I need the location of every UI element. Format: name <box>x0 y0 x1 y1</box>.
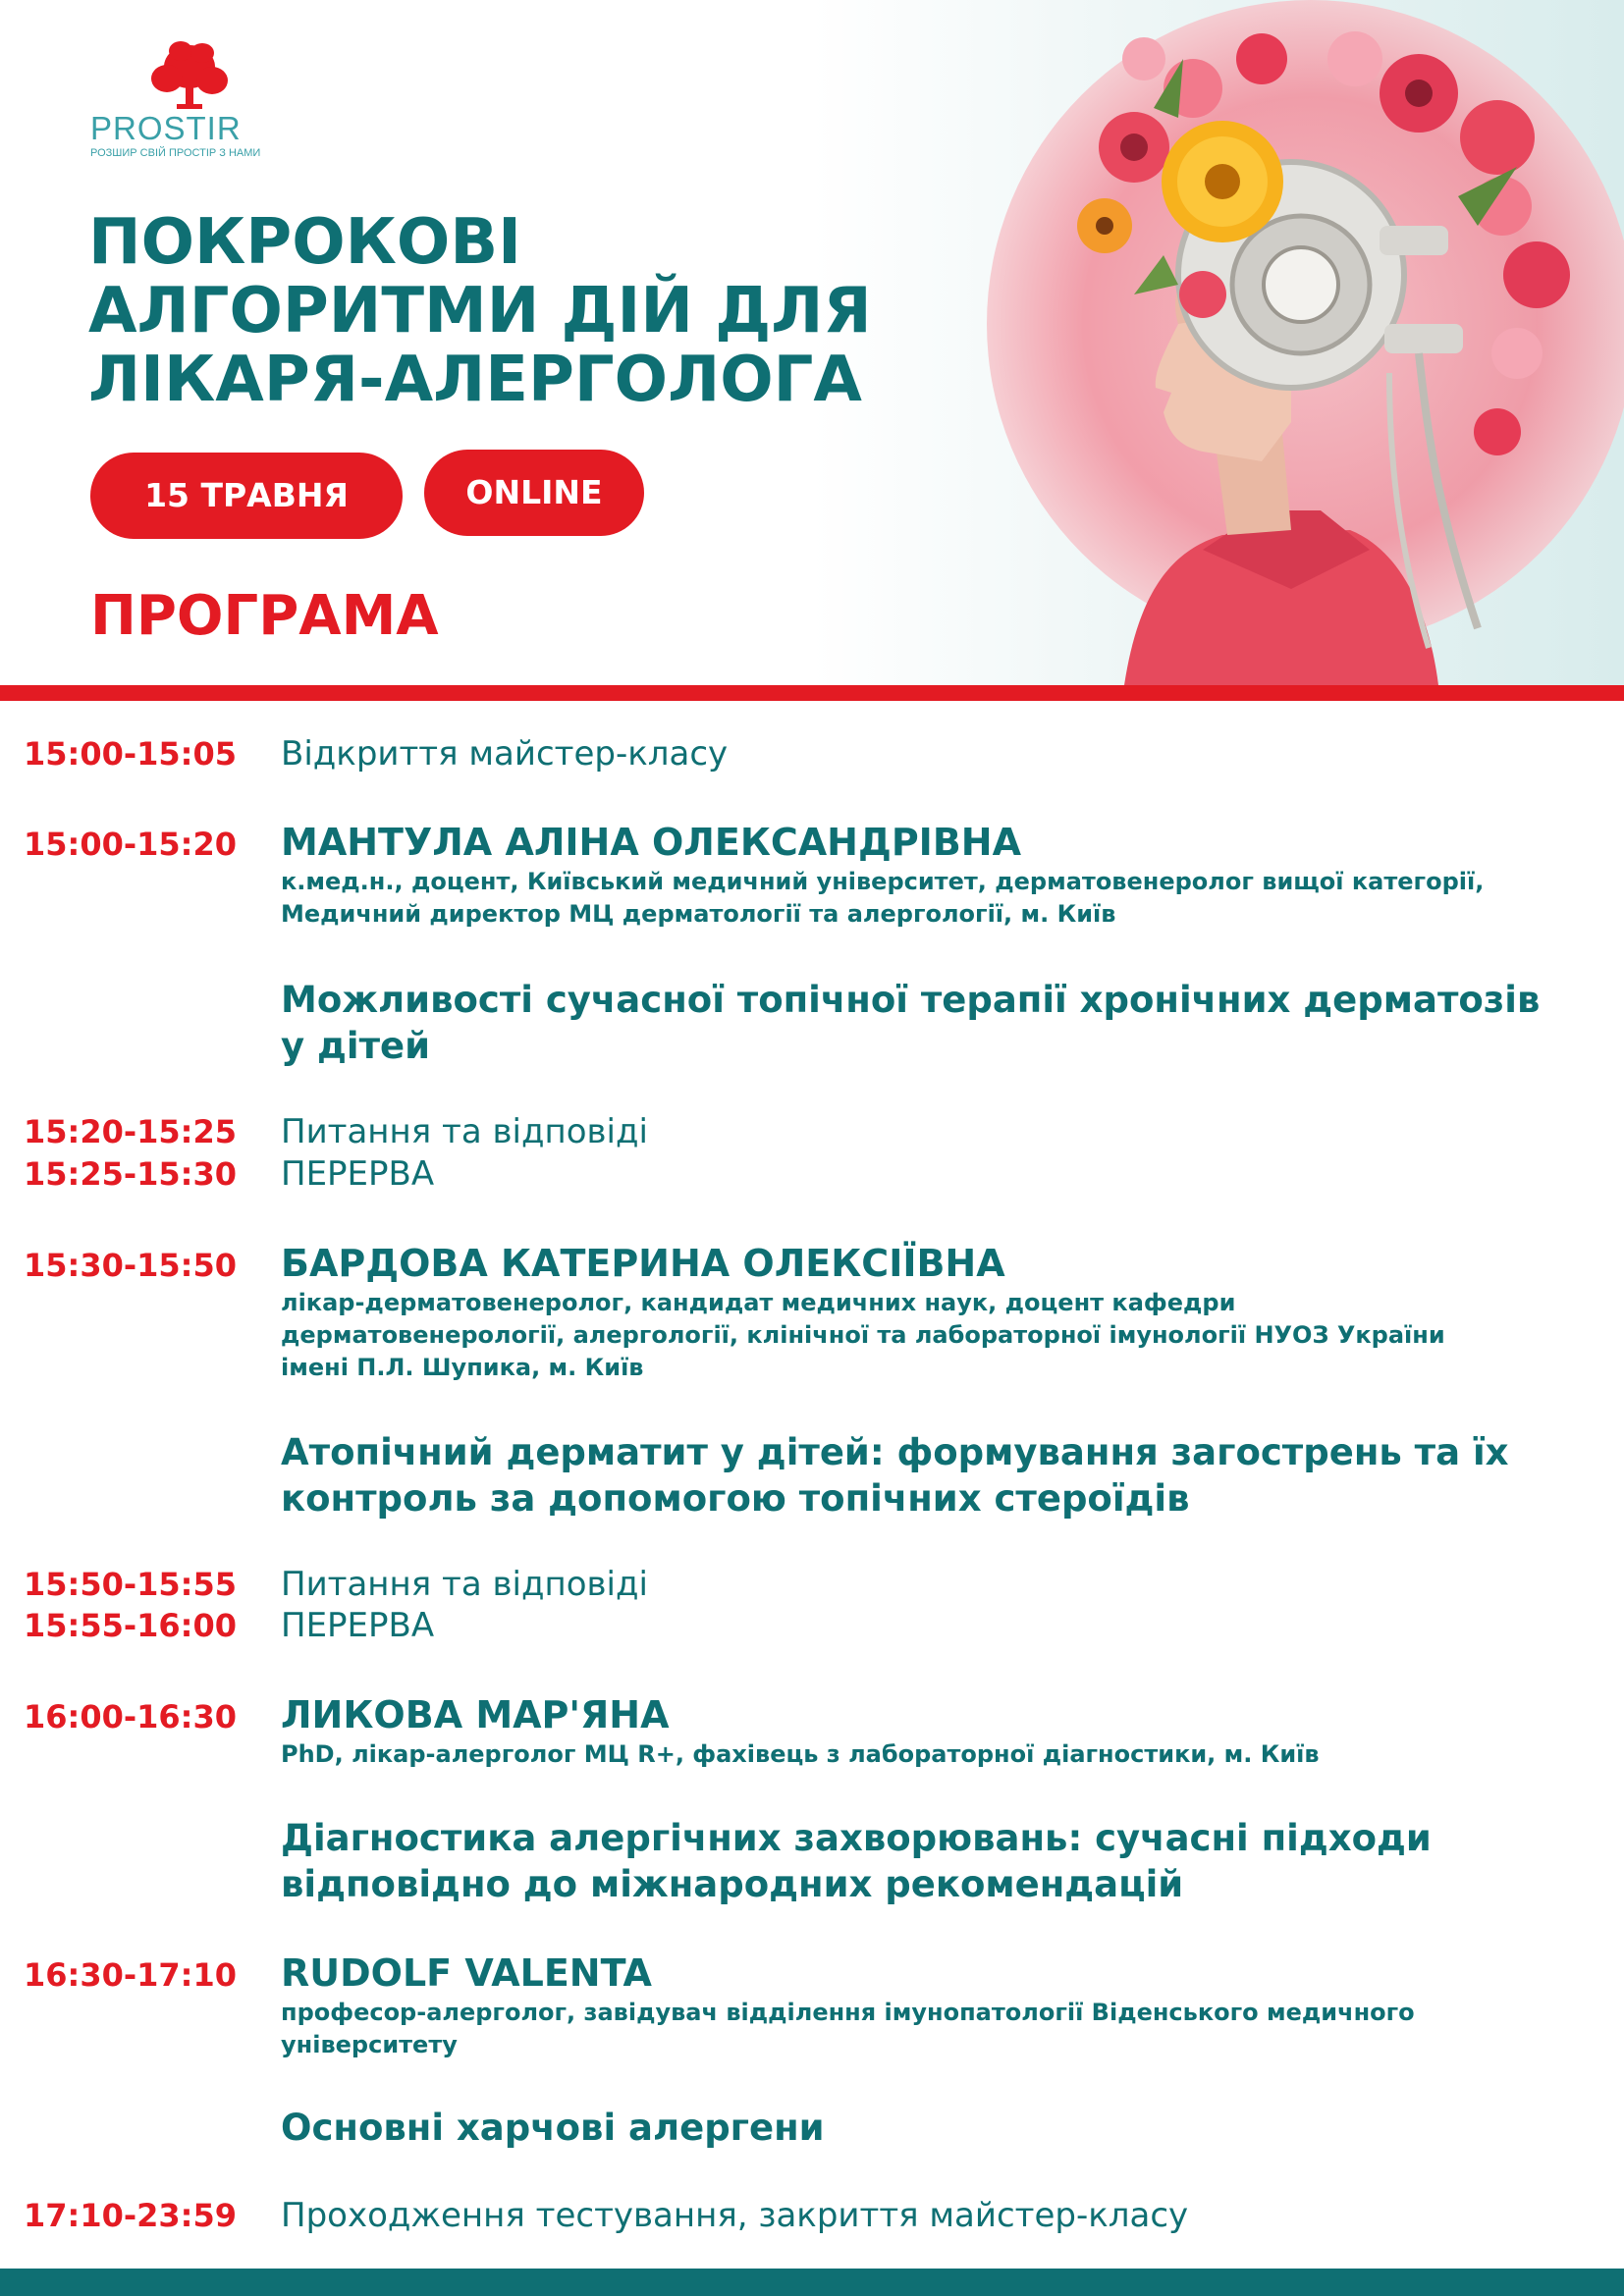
time-slot: 16:00-16:30 <box>24 1698 237 1735</box>
date-badge: 15 ТРАВНЯ <box>90 453 403 539</box>
time-slot: 15:00-15:05 <box>24 735 237 773</box>
session-title: Питання та відповіді <box>281 1565 648 1604</box>
session-title: ПЕРЕРВА <box>281 1154 435 1194</box>
credentials-line: імені П.Л. Шупика, м. Київ <box>281 1354 644 1381</box>
speaker-block <box>281 821 1606 931</box>
header-divider <box>0 685 1624 701</box>
speaker-credentials <box>281 1287 1606 1384</box>
talk-title <box>281 2105 1606 2151</box>
speaker-name: МАНТУЛА АЛІНА ОЛЕКСАНДРІВНА <box>281 821 1021 864</box>
credentials-line: університету <box>281 2031 458 2058</box>
talk-title-line: Атопічний дерматит у дітей: формування загострень та їх <box>281 1431 1509 1473</box>
speaker-name: БАРДОВА КАТЕРИНА ОЛЕКСІЇВНА <box>281 1242 1005 1285</box>
credentials-line: к.мед.н., доцент, Київський медичний університет, дерматовенеролог вищої категорії, <box>281 868 1485 895</box>
logo-tagline: РОЗШИР СВІЙ ПРОСТІР З НАМИ <box>90 147 261 159</box>
time-slot: 17:10-23:59 <box>24 2197 237 2234</box>
time-slot: 15:55-16:00 <box>24 1607 237 1644</box>
session-title: Відкриття майстер-класу <box>281 734 729 774</box>
title-line: ПОКРОКОВІ <box>88 206 521 279</box>
time-slot: 15:00-15:20 <box>24 826 237 863</box>
talk-title-line: Можливості сучасної топічної терапії хронічних дерматозів <box>281 979 1541 1021</box>
credentials-line: PhD, лікар-алерголог МЦ R+, фахівець з лабораторної діагностики, м. Київ <box>281 1740 1320 1768</box>
talk-title-line: Основні харчові алергени <box>281 2107 825 2149</box>
logo-wordmark: PROSTIR <box>90 110 242 146</box>
talk-title-line: контроль за допомогою топічних стероїдів <box>281 1477 1190 1520</box>
event-title <box>88 208 972 414</box>
title-line: ЛІКАРЯ-АЛЕРГОЛОГА <box>88 344 862 416</box>
credentials-line: професор-алерголог, завідувач відділення імунопатології Віденського медичного <box>281 1999 1415 2026</box>
title-line: АЛГОРИТМИ ДІЙ ДЛЯ <box>88 275 872 347</box>
time-slot: 15:20-15:25 <box>24 1113 237 1150</box>
session-title: ПЕРЕРВА <box>281 1606 435 1645</box>
talk-title-line: у дітей <box>281 1025 431 1067</box>
talk-title <box>281 1429 1606 1522</box>
format-badge: ONLINE <box>424 450 644 536</box>
time-slot: 15:30-15:50 <box>24 1247 237 1284</box>
speaker-credentials <box>281 866 1606 931</box>
speaker-name: ЛИКОВА МАР'ЯНА <box>281 1693 670 1736</box>
program-heading: ПРОГРАМА <box>90 584 439 648</box>
time-slot: 16:30-17:10 <box>24 1956 237 1994</box>
session-title: Питання та відповіді <box>281 1112 648 1151</box>
talk-title <box>281 977 1606 1069</box>
credentials-line: Медичний директор МЦ дерматології та алергології, м. Київ <box>281 900 1116 928</box>
speaker-block <box>281 1693 1606 1771</box>
credentials-line: лікар-дерматовенеролог, кандидат медичних наук, доцент кафедри <box>281 1289 1236 1316</box>
talk-title-line: Діагностика алергічних захворювань: сучасні підходи <box>281 1817 1432 1859</box>
speaker-block <box>281 1951 1606 2061</box>
header-banner <box>0 0 1624 685</box>
speaker-credentials <box>281 1738 1606 1771</box>
footer-bar <box>0 2269 1624 2296</box>
talk-title <box>281 1815 1606 1907</box>
speaker-block <box>281 1242 1606 1384</box>
speaker-credentials <box>281 1997 1606 2061</box>
speaker-name: RUDOLF VALENTA <box>281 1951 652 1995</box>
time-slot: 15:25-15:30 <box>24 1155 237 1193</box>
talk-title-line: відповідно до міжнародних рекомендацій <box>281 1863 1184 1905</box>
credentials-line: дерматовенерології, алергології, клінічної та лабораторної імунології НУОЗ України <box>281 1321 1445 1349</box>
woman-with-flower-helmet-illustration <box>967 0 1624 685</box>
time-slot: 15:50-15:55 <box>24 1566 237 1603</box>
session-title: Проходження тестування, закриття майстер-класу <box>281 2196 1189 2235</box>
